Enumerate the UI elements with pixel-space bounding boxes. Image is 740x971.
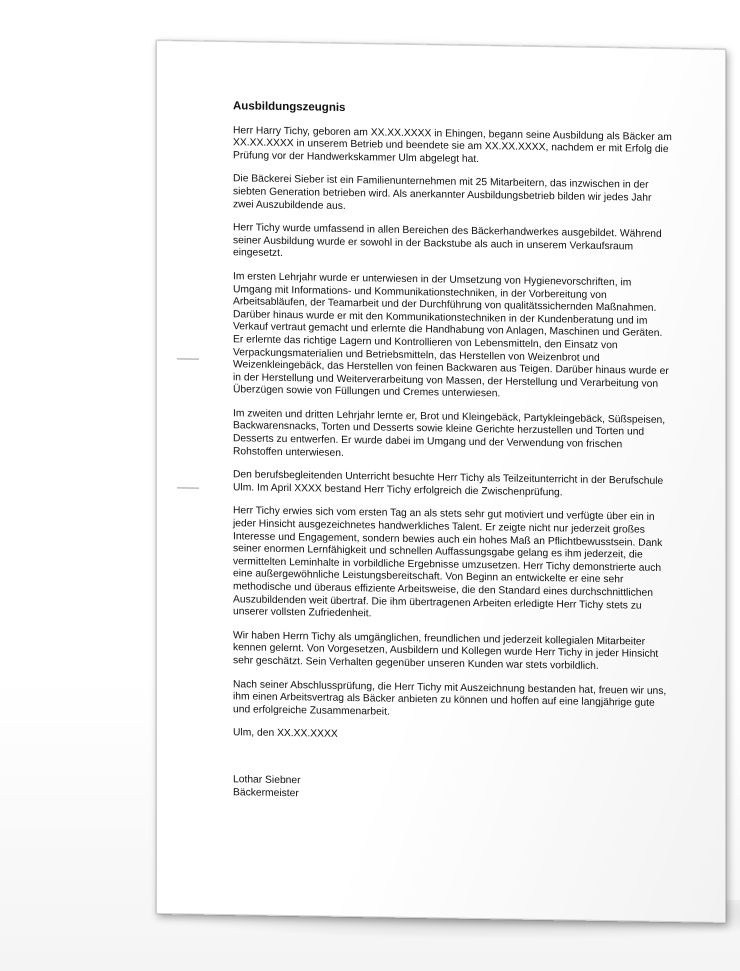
paragraph-intro: Herr Harry Tichy, geboren am XX.XX.XXXX in Ehingen, begann seine Ausbildung als Bäcker am XX.XX.XXXX in unserem Betrieb und beendete sie am XX.XX.XXXX, nachdem er mit Erfolg die Prüfung vor der Handwerkskammer Ulm abgelegt hat.: [233, 124, 672, 165]
document-page: [156, 40, 726, 923]
paragraph-closing: Nach seiner Abschlussprüfung, die Herr Tichy mit Auszeichnung bestanden hat, freuen wir uns, ihm einen Arbeitsvertrag als Bäcker anbieten zu können und hoffen auf eine langjährige gute und erfolgreiche Zusammenarbeit.: [233, 678, 667, 718]
document-body: [233, 100, 673, 806]
signature-block: [233, 774, 673, 806]
paragraph-company: Die Bäckerei Sieber ist ein Familienunternehmen mit 25 Mitarbeitern, das inzwischen in der siebten Generation betrieben wird. Als anerkannter Ausbildungsbetrieb bilden wir jedes Jahr zwei Auszubildende aus.: [233, 173, 652, 212]
paragraph-vocational-school: Den berufsbegleitenden Unterricht besuchte Herr Tichy als Teilzeitunterricht in der Berufschule Ulm. Im April XXXX bestand Herr Tichy erfolgreich die Zwischenprüfung.: [233, 469, 664, 499]
paragraph-conduct: Wir haben Herrn Tichy als umgänglichen, freundlichen und jederzeit kollegialen Mitarbeiter kennen gelernt. Von Vorgesetzen, Ausbildern und Kollegen wurde Herr Tichy in jeder Hinsicht sehr geschätzt. Sein Verhalten gegenüber unseren Kunden war stets vorbildlich.: [233, 629, 659, 672]
paragraph-performance: Herr Tichy erwies sich vom ersten Tag an als stets sehr gut motiviert und verfügte über ein in jeder Hinsicht ausgezeichnetes handwerkliches Talent. Er zeigte nicht nur jederzeit großes Interesse und Engagement, sondern bewies auch ein hohes Maß an Pflichtbewusstsein. Dank seiner enormen Lernfähigkeit und schnellen Auffassungsgabe gelang es ihm jederzeit, die vermittelten Leminhalte in vorbildliche Ergebnisse umzusetzen. Herr Tichy demonstrierte auch eine außergewöhnliche Leistungsbereitschaft. Von Beginn an entwickelte er eine sehr methodische und überaus effiziente Arbeitsweise, die den Standard eines durchschnittlichen Auszubildenden weit übertraf. Die ihm übertragenen Arbeiten erledigte Herr Tichy stets zu unserer vollsten Zufriedenheit.: [233, 505, 663, 620]
paragraph-second-third-year: Im zweiten und dritten Lehrjahr lernte er, Brot und Kleingebäck, Partykleingebäck, Süßspeisen, Backwarensnacks, Torten und Desserts sowie kleine Gerichte herzustellen und Torten und Desserts zu entwerfen. Er wurde dabei im Umgang und der Verwendung von frischen Rohstoffen unterwiesen.: [233, 408, 666, 459]
place-date: Ulm, den XX.XX.XXXX: [233, 727, 338, 741]
paragraph-first-year: Im ersten Lehrjahr wurde er unterwiesen in der Umsetzung von Hygienevorschriften, im Umgang mit Informations- und Kommunikationstechniken, in der Vorbereitung von Arbeitsabläufen, der Teamarbeit und der Durchführung von qualitätssichernden Maßnahmen. Darüber hinaus wurde er mit den Kommunikationstechniken in der Kundenberatung und im Verkauf vertraut gemacht und erlernte die Handhabung von Anlagen, Maschinen und Geräten. Er erlernte das richtige Lagern und Kontrollieren von Lebensmitteln, den Einsatz von Verpackungsmaterialien und Betriebsmitteln, das Herstellen von Weizenbrot und Weizenkleingebäck, das Herstellen von feinen Backwaren aus Teigen. Darüber hinaus wurde er in der Herstellung und Weiterverarbeitung von Massen, der Herstellung und Verarbeitung von Überzügen sowie von Füllungen und Cremes unterwiesen.: [233, 271, 669, 400]
punch-mark: [177, 487, 199, 488]
paragraph-training-areas: Herr Tichy wurde umfassend in allen Bereichen des Bäckerhandwerkes ausgebildet. Während seiner Ausbildung wurde er sowohl in der Backstube als auch in unserem Verkaufsraum eingesetzt.: [233, 222, 662, 260]
fold-mark-top: [177, 358, 199, 359]
document-title: Ausbildungszeugnis: [233, 100, 346, 114]
signer-name: Lothar Siebner: [233, 774, 301, 787]
signer-title: Bäckermeister: [233, 786, 299, 799]
